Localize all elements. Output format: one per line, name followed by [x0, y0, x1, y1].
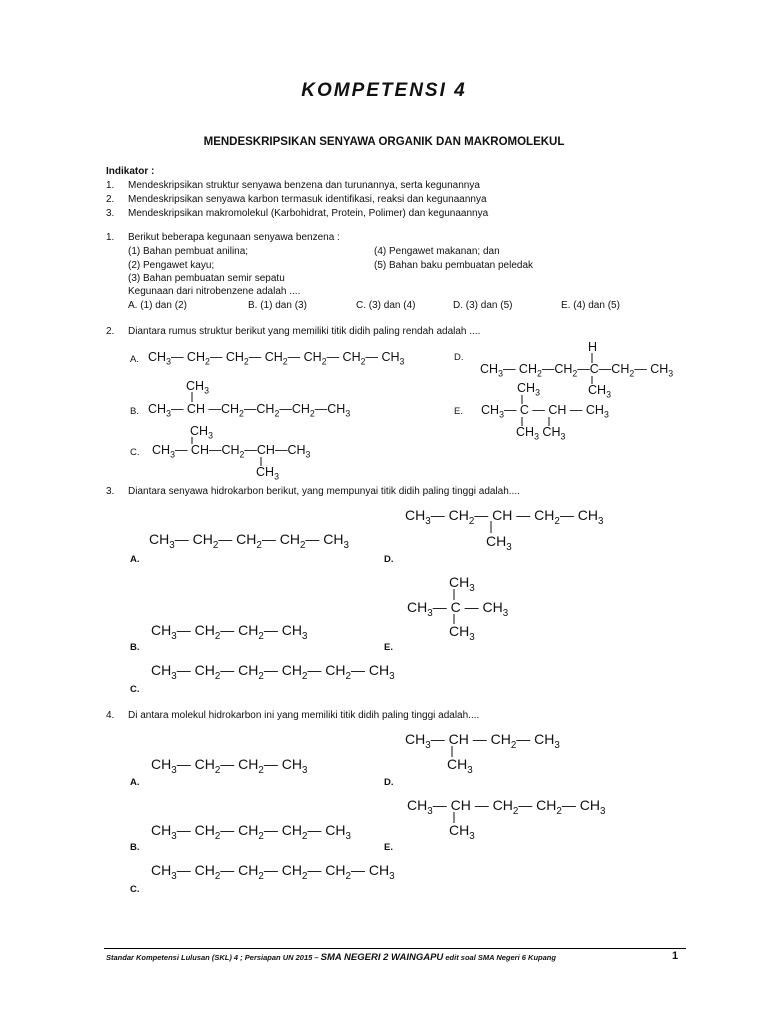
- q1-stem: [106, 232, 340, 243]
- q1-use-2: (2) Pengawet kayu;: [128, 260, 215, 271]
- footer-text: [106, 952, 556, 963]
- item-text: Mendeskripsikan makromolekul (Karbohidrat, Protein, Polimer) dan kegunaannya: [128, 208, 489, 219]
- q3-formula-e: $CH_3—$ C — $CH_3$: [407, 599, 509, 619]
- question-text: Diantara rumus struktur berikut yang memiliki titik didih paling rendah adalah ....: [128, 326, 481, 337]
- q1-question: Kegunaan dari nitrobenzene adalah ....: [128, 286, 301, 297]
- q2-formula-e: $CH_3—$ C — CH — $CH_3$: [481, 403, 609, 420]
- q3-stem: [106, 486, 520, 497]
- page-title: KOMPETENSI 4: [301, 80, 467, 101]
- q2-b-methyl: $CH_3$: [186, 379, 209, 396]
- q2-label-d: D.: [454, 352, 464, 363]
- q4-stem: [106, 710, 479, 721]
- question-number: 2.: [106, 326, 115, 337]
- q2-label-c: C.: [130, 447, 140, 458]
- q2-formula-b: $CH_3—$ CH $—CH_2—CH_2—CH_2—CH_3$: [148, 402, 351, 419]
- indikator-item-1: [106, 180, 480, 191]
- q2-label-a: A.: [130, 354, 139, 365]
- question-text: Diantara senyawa hidrokarbon berikut, yang mempunyai titik didih paling tinggi adalah....: [128, 486, 520, 497]
- q1-use-1: (1) Bahan pembuat anilina;: [128, 246, 249, 257]
- q4-d-methyl: $CH_3$: [447, 756, 473, 776]
- item-number: 2.: [106, 194, 115, 205]
- question-number: 1.: [106, 232, 115, 243]
- q3-formula-a: $CH_3—$ $CH_2—$ $CH_2—$ $CH_2—$ $CH_3$: [149, 531, 349, 551]
- q4-label-b: B.: [130, 842, 140, 853]
- q3-e-methyl-top: $CH_3$: [449, 574, 475, 594]
- q4-label-a: A.: [130, 777, 140, 788]
- q4-formula-c: $CH_3—$ $CH_2—$ $CH_2—$ $CH_2—$ $CH_2—$ $CH_3$: [151, 862, 395, 882]
- q4-label-c: C.: [130, 884, 140, 895]
- q3-label-b: B.: [130, 642, 140, 653]
- indikator-item-3: [106, 208, 488, 219]
- q2-d-methyl: $CH_3$: [588, 383, 611, 400]
- q3-d-methyl: $CH_3$: [486, 533, 512, 553]
- q2-c-methyl-top: $CH_3$: [190, 424, 213, 441]
- footer-part-1: Standar Kompetensi Lulusan (SKL) 4 ; Persiapan UN 2015 –: [106, 953, 321, 962]
- footer-divider: [104, 948, 686, 949]
- item-text: Mendeskripsikan senyawa karbon termasuk identifikasi, reaksi dan kegunaannya: [128, 194, 487, 205]
- q2-label-e: E.: [454, 406, 463, 417]
- indikator-heading: Indikator :: [106, 166, 155, 177]
- q2-stem: [106, 326, 480, 337]
- q4-formula-a: $CH_3—$ $CH_2—$ $CH_2—$ $CH_3$: [151, 756, 308, 776]
- question-text: Berikut beberapa kegunaan senyawa benzena :: [128, 232, 340, 243]
- q2-e-methyl-top: $CH_3$: [517, 381, 540, 398]
- q1-option-d: D. (3) dan (5): [453, 300, 513, 311]
- question-text: Di antara molekul hidrokarbon ini yang memiliki titik didih paling tinggi adalah....: [128, 710, 480, 721]
- item-text: Mendeskripsikan struktur senyawa benzena dan turunannya, serta kegunannya: [128, 180, 480, 191]
- q2-e-methyls-bottom: $CH_3$ $CH_3$: [516, 425, 566, 442]
- q4-formula-d: $CH_3—$ CH — $CH_2—$ $CH_3$: [405, 731, 560, 751]
- q4-e-methyl: $CH_3$: [449, 822, 475, 842]
- q3-label-c: C.: [130, 684, 140, 695]
- q3-label-a: A.: [130, 554, 140, 565]
- q2-formula-a: $CH_3—$ $CH_2—$ $CH_2—$ $CH_2—$ $CH_2—$ $CH_2—$ $CH_3$: [148, 350, 405, 367]
- q4-formula-e: $CH_3—$ CH — $CH_2—$ $CH_2—$ $CH_3$: [407, 797, 606, 817]
- indikator-item-2: [106, 194, 487, 205]
- page-subtitle: MENDESKRIPSIKAN SENYAWA ORGANIK DAN MAKROMOLEKUL: [203, 136, 565, 148]
- q4-label-e: E.: [384, 842, 393, 853]
- q3-formula-d: $CH_3—$ $CH_2—$ CH — $CH_2—$ $CH_3$: [405, 507, 604, 527]
- footer-part-2: edit soal SMA Negeri 6 Kupang: [443, 953, 556, 962]
- q2-formula-d: $CH_3—$ $CH_2—CH_2—C—CH_2—$ $CH_3$: [480, 362, 674, 379]
- q4-formula-b: $CH_3—$ $CH_2—$ $CH_2—$ $CH_2—$ $CH_3$: [151, 822, 351, 842]
- q3-label-d: D.: [384, 554, 394, 565]
- q3-e-methyl-bottom: $CH_3$: [449, 623, 475, 643]
- q2-c-methyl-bottom: $CH_3$: [256, 465, 279, 482]
- page-number: 1: [672, 950, 679, 962]
- q2-label-b: B.: [130, 406, 139, 417]
- q1-option-a: A. (1) dan (2): [128, 300, 187, 311]
- q1-option-e: E. (4) dan (5): [561, 300, 620, 311]
- q1-use-5: (5) Bahan baku pembuatan peledak: [374, 260, 534, 271]
- question-number: 4.: [106, 710, 115, 721]
- footer-school: SMA NEGERI 2 WAINGAPU: [320, 952, 444, 963]
- q1-use-3: (3) Bahan pembuatan semir sepatu: [128, 273, 285, 284]
- q1-option-c: C. (3) dan (4): [356, 300, 416, 311]
- q2-d-hydrogen: H: [588, 340, 598, 354]
- q1-option-b: B. (1) dan (3): [248, 300, 307, 311]
- item-number: 1.: [106, 180, 115, 191]
- item-number: 3.: [106, 208, 115, 219]
- q1-use-4: (4) Pengawet makanan; dan: [374, 246, 500, 257]
- question-number: 3.: [106, 486, 115, 497]
- q3-label-e: E.: [384, 642, 393, 653]
- q3-formula-c: $CH_3—$ $CH_2—$ $CH_2—$ $CH_2—$ $CH_2—$ $CH_3$: [151, 662, 395, 682]
- q2-formula-c: $CH_3—$ $CH—CH_2—CH—CH_3$: [152, 443, 311, 460]
- q4-label-d: D.: [384, 777, 394, 788]
- q3-formula-b: $CH_3—$ $CH_2—$ $CH_2—$ $CH_3$: [151, 622, 308, 642]
